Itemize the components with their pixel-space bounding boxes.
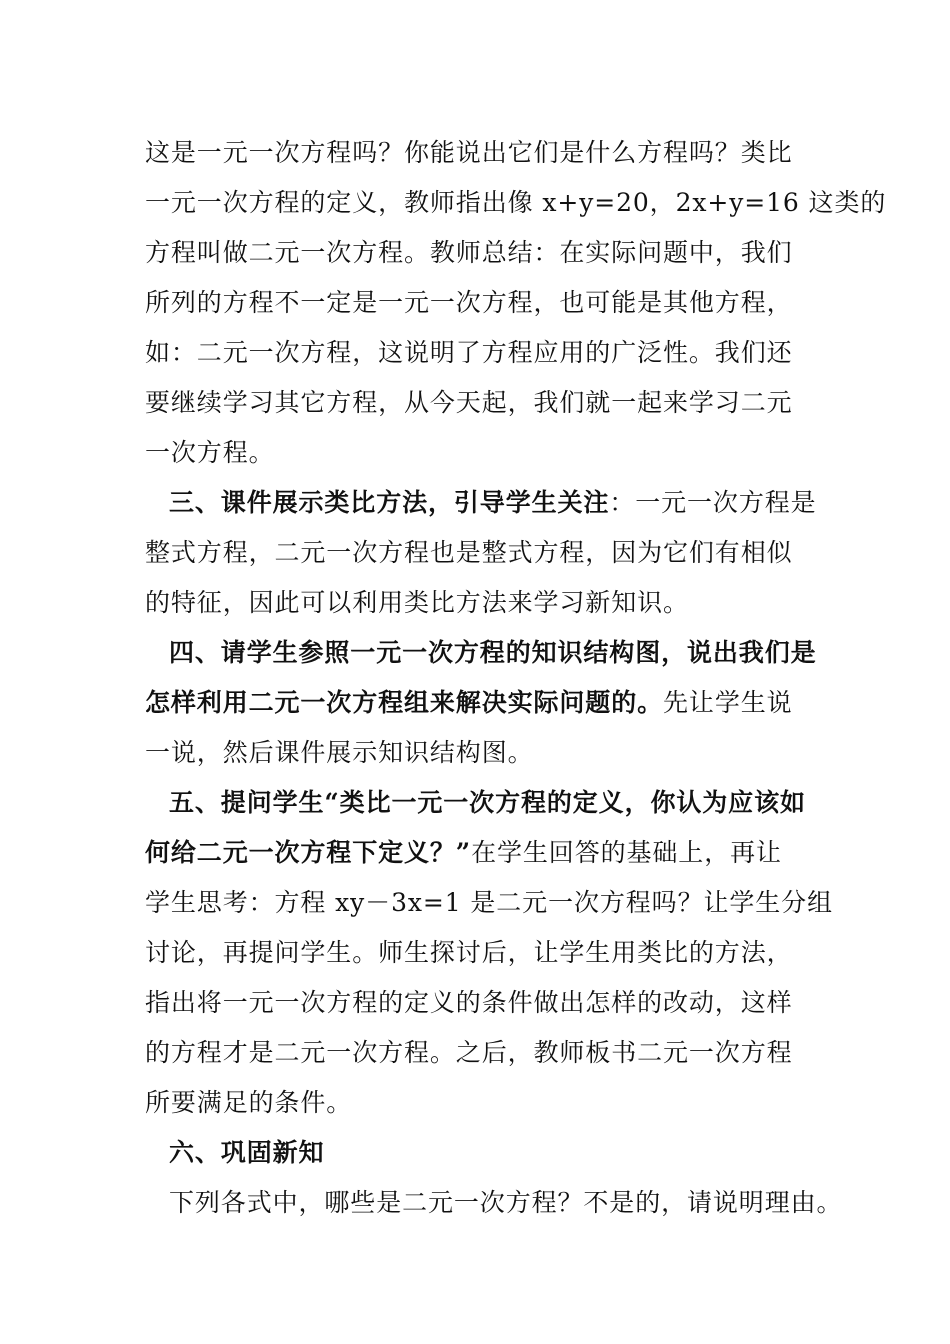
text-line: [145, 478, 825, 528]
text-line: 一次方程。: [145, 438, 275, 467]
text-line: 整式方程，二元一次方程也是整式方程，因为它们有相似: [145, 538, 793, 567]
document-page: [145, 128, 887, 1228]
text-line: 如：二元一次方程，这说明了方程应用的广泛性。我们还: [145, 338, 793, 367]
section-heading-5-cont: 何给二元一次方程下定义？”: [145, 838, 472, 867]
text-run: 先让学生说: [663, 688, 793, 717]
section-heading-4-cont: 怎样利用二元一次方程组来解决实际问题的。: [145, 688, 664, 717]
text-line: 指出将一元一次方程的定义的条件做出怎样的改动，这样: [145, 988, 793, 1017]
paragraph-section-6: [145, 1128, 825, 1178]
text-line: 这是一元一次方程吗？你能说出它们是什么方程吗？类比: [145, 138, 793, 167]
text-line: 学生思考：方程 xy－3x=1 是二元一次方程吗？让学生分组: [145, 888, 833, 917]
section-heading-6: 六、巩固新知: [169, 1138, 325, 1167]
text-line: 一元一次方程的定义，教师指出像 x+y=20，2x+y=16 这类的: [145, 188, 887, 217]
section-heading-4: 四、请学生参照一元一次方程的知识结构图，说出我们是: [169, 638, 817, 667]
paragraph-section-5: [145, 778, 833, 1128]
text-line: 所要满足的条件。: [145, 1088, 353, 1117]
section-heading-3: 三、课件展示类比方法，引导学生关注: [169, 488, 610, 517]
text-line: [145, 678, 825, 728]
paragraph-section-4: [145, 628, 825, 778]
text-line: 一说，然后课件展示知识结构图。: [145, 738, 534, 767]
text-line: 下列各式中，哪些是二元一次方程？不是的，请说明理由。: [169, 1188, 843, 1217]
paragraph-intro: [145, 128, 887, 478]
text-line: 要继续学习其它方程，从今天起，我们就一起来学习二元: [145, 388, 793, 417]
text-line: 讨论，再提问学生。师生探讨后，让学生用类比的方法，: [145, 938, 793, 967]
text-run: ：一元一次方程是: [609, 488, 817, 517]
paragraph-section-3: [145, 478, 825, 628]
text-line: 所列的方程不一定是一元一次方程，也可能是其他方程，: [145, 288, 793, 317]
text-line: [145, 828, 825, 878]
text-line: 方程叫做二元一次方程。教师总结：在实际问题中，我们: [145, 238, 793, 267]
text-run: 在学生回答的基础上，再让: [471, 838, 782, 867]
paragraph-exercise: [145, 1178, 843, 1228]
section-heading-5: 五、提问学生“类比一元一次方程的定义，你认为应该如: [169, 788, 806, 817]
text-line: 的方程才是二元一次方程。之后，教师板书二元一次方程: [145, 1038, 793, 1067]
text-line: 的特征，因此可以利用类比方法来学习新知识。: [145, 588, 689, 617]
